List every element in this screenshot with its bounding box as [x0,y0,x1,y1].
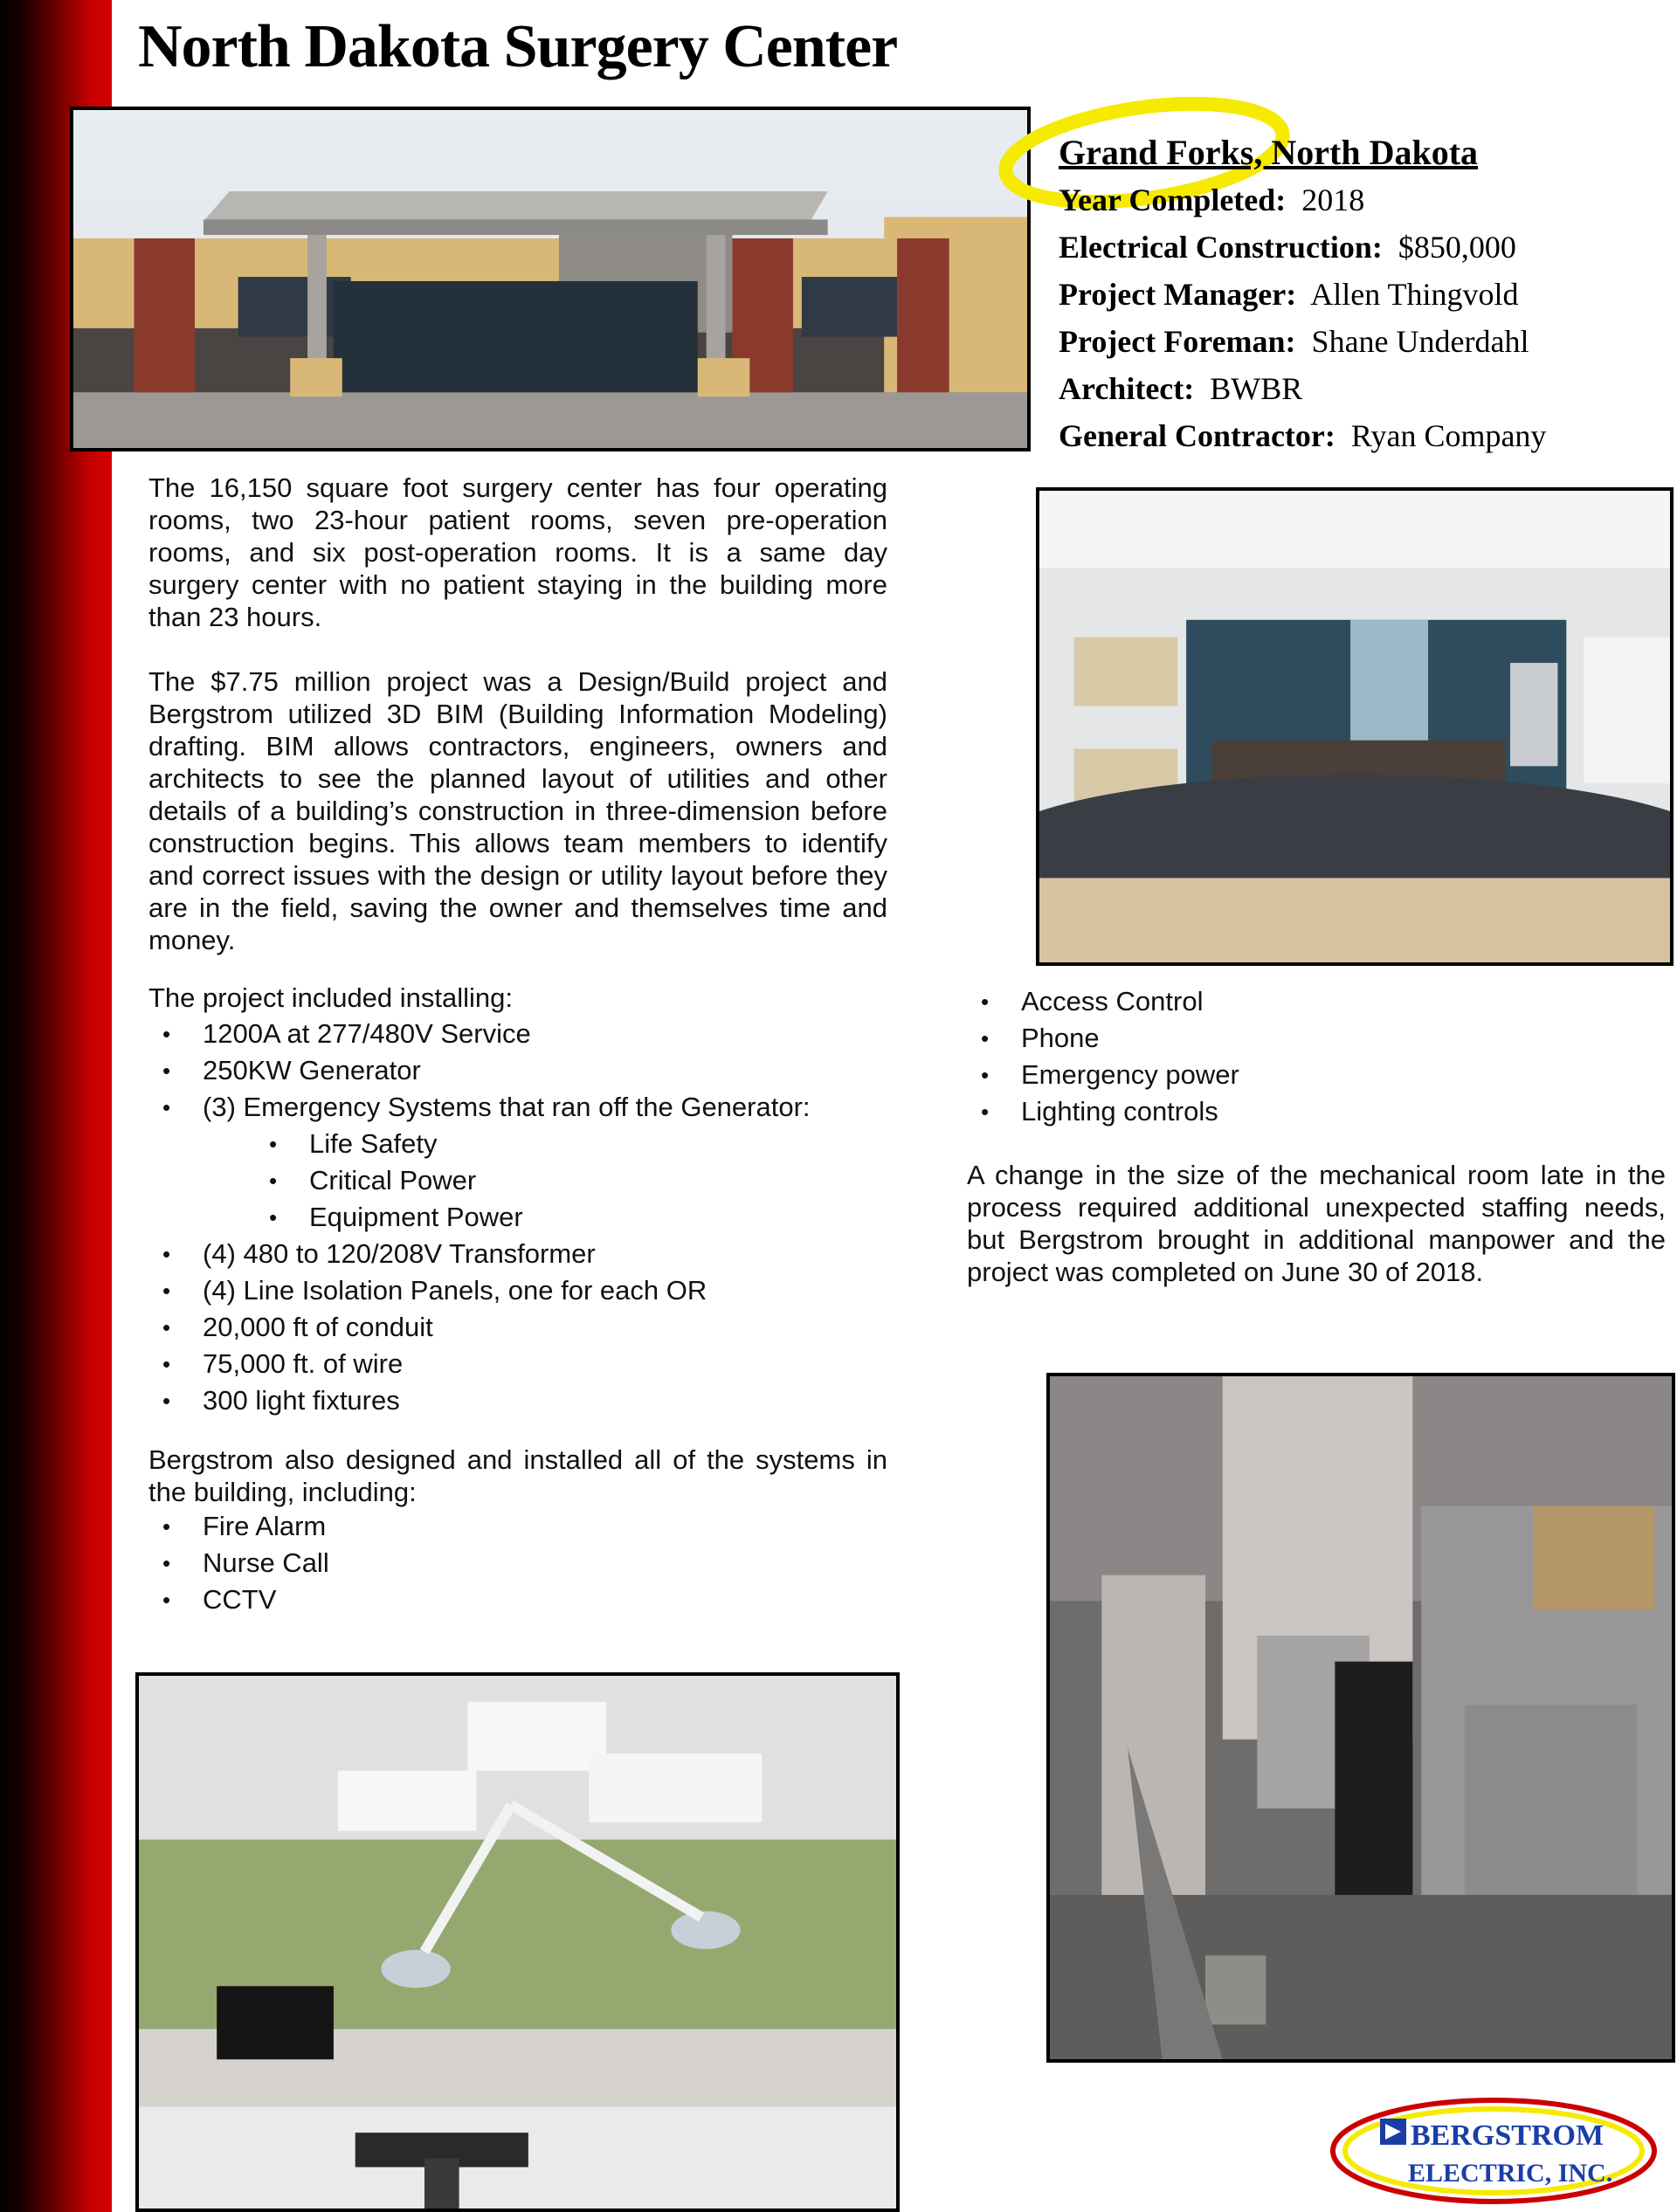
logo-line2: ELECTRIC, INC. [1408,2159,1613,2188]
list-item: • (4) Line Isolation Panels, one for each OR [148,1272,887,1309]
building-exterior-photo [70,107,1031,451]
page-title: North Dakota Surgery Center [138,13,898,80]
list-item: • Lighting controls [967,1093,1666,1130]
bim-paragraph: The $7.75 million project was a Design/Build project and Bergstrom utilized 3D BIM (Building Information Modeling) drafting. BIM allows contractors, engineers, owners and architects to see the planned layout of utilities and other details of a building’s construction in three-dimension before construction begins. This allows team members to identify and correct issues with the design or utility layout before they are in the field, saving the owner and themselves time and money. [148,666,887,955]
list-item: • 250KW Generator [148,1052,887,1089]
included-intro: The project included installing: [148,982,514,1013]
list-item: • CCTV [148,1581,887,1618]
list-item: • Equipment Power [148,1199,887,1236]
operating-room-photo [135,1672,900,2212]
list-item: • 300 light fixtures [148,1382,887,1419]
emergency-systems-sublist [148,1126,887,1236]
project-location: Grand Forks, North Dakota [1059,133,1479,172]
list-item: • Phone [967,1020,1666,1057]
list-item: • (4) 480 to 120/208V Transformer [148,1236,887,1272]
intro-paragraph: The 16,150 square foot surgery center has four operating rooms, two 23-hour patient rooms, seven pre-operation rooms, and six post-operation rooms. It is a same day surgery center with no patient staying in the building more than 23 hours. [148,472,887,632]
logo-line1: BERGSTROM [1411,2119,1605,2152]
fact-electrical-construction: Electrical Construction: $850,000 [1059,230,1516,265]
list-item: • 20,000 ft of conduit [148,1309,887,1346]
list-item: • (3) Emergency Systems that ran off the Generator: [148,1089,887,1126]
fact-project-foreman: Project Foreman: Shane Underdahl [1059,324,1529,359]
list-item: • 1200A at 277/480V Service [148,1016,887,1052]
included-list-continued [148,1236,887,1419]
list-item: • Critical Power [148,1162,887,1199]
list-item: • Access Control [967,983,1666,1020]
list-item: • Fire Alarm [148,1508,887,1545]
systems-list [148,1508,887,1618]
right-column-text [967,983,1666,1320]
systems-intro: Bergstrom also designed and installed all of the systems in the building, including: [148,1444,887,1507]
list-item: • Emergency power [967,1057,1666,1093]
reception-interior-photo [1036,487,1674,966]
schedule-paragraph: A change in the size of the mechanical room late in the process required additional unexpected staffing needs, but Bergstrom brought in additional manpower and the project was completed on June 30 of 2018. [967,1160,1666,1287]
list-item: • 75,000 ft. of wire [148,1346,887,1382]
list-item: • Nurse Call [148,1545,887,1581]
fact-project-manager: Project Manager: Allen Thingvold [1059,277,1519,312]
project-facts [1059,129,1661,459]
electrical-room-photo [1046,1373,1675,2063]
fact-architect: Architect: BWBR [1059,371,1303,406]
bergstrom-logo [1328,2094,1660,2208]
fact-general-contractor: General Contractor: Ryan Company [1059,418,1547,453]
included-list [148,1016,887,1126]
fact-year-completed: Year Completed: 2018 [1059,183,1365,217]
list-item: • Life Safety [148,1126,887,1162]
left-column-text [148,472,887,1618]
systems-list-continued [967,983,1666,1130]
